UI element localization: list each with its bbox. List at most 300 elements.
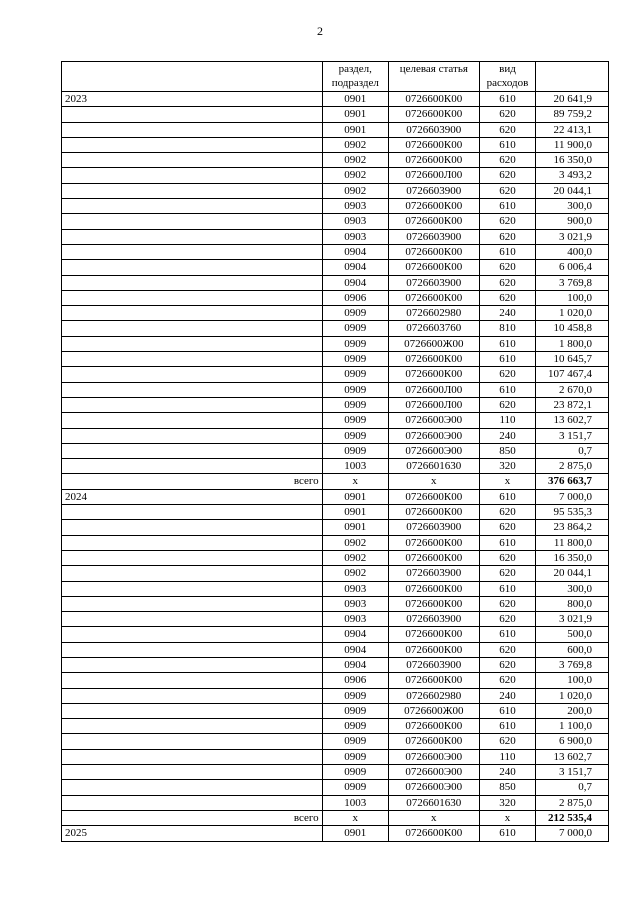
amount-cell: 3 769,8 — [536, 275, 609, 290]
expense-type-cell: 850 — [479, 443, 536, 458]
amount-cell: 100,0 — [536, 290, 609, 305]
amount-cell: 300,0 — [536, 199, 609, 214]
amount-cell: 1 100,0 — [536, 719, 609, 734]
amount-cell: 7 000,0 — [536, 826, 609, 841]
table-row — [62, 550, 609, 565]
amount-cell: 800,0 — [536, 596, 609, 611]
section-cell: 0909 — [322, 397, 388, 412]
year-cell — [62, 260, 323, 275]
amount-cell: 7 000,0 — [536, 489, 609, 504]
table-row — [62, 122, 609, 137]
section-cell: 0909 — [322, 780, 388, 795]
target-article-cell: 0726600К00 — [388, 719, 479, 734]
table-row — [62, 520, 609, 535]
year-cell — [62, 443, 323, 458]
table-row — [62, 397, 609, 412]
section-cell: 0902 — [322, 168, 388, 183]
table-row — [62, 183, 609, 198]
target-article-cell: 0726600К00 — [388, 673, 479, 688]
expense-type-cell: 620 — [479, 122, 536, 137]
target-article-cell: 0726600К00 — [388, 260, 479, 275]
table-row — [62, 703, 609, 718]
target-article-cell: 0726600К00 — [388, 92, 479, 107]
year-cell — [62, 229, 323, 244]
table-row — [62, 612, 609, 627]
section-cell: х — [322, 810, 388, 825]
year-cell — [62, 275, 323, 290]
section-cell: 1003 — [322, 795, 388, 810]
expense-type-cell: 110 — [479, 749, 536, 764]
expense-type-cell: 620 — [479, 229, 536, 244]
expense-type-cell: 620 — [479, 397, 536, 412]
target-article-cell: 0726600К00 — [388, 137, 479, 152]
section-cell: 0906 — [322, 290, 388, 305]
table-row — [62, 321, 609, 336]
section-cell: 0909 — [322, 428, 388, 443]
table-row — [62, 107, 609, 122]
amount-cell: 3 021,9 — [536, 229, 609, 244]
year-cell — [62, 765, 323, 780]
section-cell: 0906 — [322, 673, 388, 688]
section-cell: 0909 — [322, 321, 388, 336]
expense-type-cell: 610 — [479, 489, 536, 504]
total-row — [62, 474, 609, 489]
target-article-cell: 0726600К00 — [388, 581, 479, 596]
table-row — [62, 826, 609, 841]
year-cell — [62, 566, 323, 581]
page-number: 2 — [317, 24, 323, 38]
target-article-cell: 0726600К00 — [388, 290, 479, 305]
amount-cell: 107 467,4 — [536, 367, 609, 382]
target-article-cell: 0726603900 — [388, 566, 479, 581]
expense-type-cell: 610 — [479, 244, 536, 259]
table-body — [62, 92, 609, 842]
section-cell: 0909 — [322, 382, 388, 397]
section-cell: 0909 — [322, 703, 388, 718]
amount-cell: 10 645,7 — [536, 352, 609, 367]
amount-cell: 500,0 — [536, 627, 609, 642]
year-cell — [62, 290, 323, 305]
year-cell — [62, 749, 323, 764]
amount-cell: 900,0 — [536, 214, 609, 229]
year-cell — [62, 199, 323, 214]
target-article-cell: 0726600К00 — [388, 535, 479, 550]
amount-cell: 22 413,1 — [536, 122, 609, 137]
expense-type-cell: 620 — [479, 275, 536, 290]
table-row — [62, 214, 609, 229]
section-cell: 0902 — [322, 535, 388, 550]
year-cell — [62, 535, 323, 550]
target-article-cell: 0726603760 — [388, 321, 479, 336]
target-article-cell: 0726600Л00 — [388, 382, 479, 397]
year-cell — [62, 627, 323, 642]
amount-cell: 300,0 — [536, 581, 609, 596]
table-row — [62, 199, 609, 214]
table-row — [62, 413, 609, 428]
section-cell: 0909 — [322, 413, 388, 428]
amount-cell: 200,0 — [536, 703, 609, 718]
table-row — [62, 765, 609, 780]
table-row — [62, 719, 609, 734]
expense-type-cell: 620 — [479, 642, 536, 657]
amount-cell: 23 864,2 — [536, 520, 609, 535]
table-row — [62, 260, 609, 275]
amount-cell: 23 872,1 — [536, 397, 609, 412]
table-row — [62, 290, 609, 305]
section-cell: 0903 — [322, 612, 388, 627]
amount-cell: 3 769,8 — [536, 657, 609, 672]
amount-cell: 2 875,0 — [536, 795, 609, 810]
header-section: раздел, подраздел — [322, 62, 388, 92]
target-article-cell: 0726603900 — [388, 122, 479, 137]
year-cell — [62, 642, 323, 657]
expense-type-cell: 610 — [479, 703, 536, 718]
table-row — [62, 795, 609, 810]
expense-type-cell: 240 — [479, 765, 536, 780]
expense-type-cell: 620 — [479, 566, 536, 581]
table-row — [62, 535, 609, 550]
target-article-cell: 0726603900 — [388, 275, 479, 290]
target-article-cell: 0726600Э00 — [388, 765, 479, 780]
table-row — [62, 443, 609, 458]
target-article-cell: 0726602980 — [388, 688, 479, 703]
expense-type-cell: 110 — [479, 413, 536, 428]
section-cell: 0909 — [322, 734, 388, 749]
section-cell: 0909 — [322, 765, 388, 780]
table-row — [62, 153, 609, 168]
amount-cell: 1 020,0 — [536, 688, 609, 703]
expense-type-cell: 810 — [479, 321, 536, 336]
target-article-cell: 0726603900 — [388, 520, 479, 535]
target-article-cell: 0726603900 — [388, 612, 479, 627]
table-row — [62, 566, 609, 581]
table-row — [62, 306, 609, 321]
expense-type-cell: 240 — [479, 688, 536, 703]
section-cell: 0903 — [322, 214, 388, 229]
expense-type-cell: 620 — [479, 214, 536, 229]
expense-type-cell: 610 — [479, 627, 536, 642]
section-cell: 0903 — [322, 581, 388, 596]
amount-cell: 3 493,2 — [536, 168, 609, 183]
expense-type-cell: 320 — [479, 795, 536, 810]
section-cell: 0903 — [322, 199, 388, 214]
section-cell: 0909 — [322, 352, 388, 367]
expense-type-cell: 610 — [479, 199, 536, 214]
table-row — [62, 734, 609, 749]
year-cell — [62, 137, 323, 152]
table-row — [62, 780, 609, 795]
target-article-cell: 0726600К00 — [388, 550, 479, 565]
target-article-cell: 0726600К00 — [388, 734, 479, 749]
amount-cell: 3 021,9 — [536, 612, 609, 627]
expense-type-cell: 610 — [479, 535, 536, 550]
section-cell: 0909 — [322, 719, 388, 734]
target-article-cell: 0726603900 — [388, 657, 479, 672]
year-cell — [62, 107, 323, 122]
year-cell — [62, 550, 323, 565]
year-cell — [62, 734, 323, 749]
header-expense-type: вид расходов — [479, 62, 536, 92]
amount-cell: 10 458,8 — [536, 321, 609, 336]
year-cell — [62, 657, 323, 672]
year-cell — [62, 581, 323, 596]
target-article-cell: 0726600К00 — [388, 244, 479, 259]
section-cell: 0904 — [322, 642, 388, 657]
year-cell — [62, 336, 323, 351]
target-article-cell: 0726600К00 — [388, 352, 479, 367]
year-cell — [62, 780, 323, 795]
year-cell: 2023 — [62, 92, 323, 107]
year-cell — [62, 168, 323, 183]
section-cell: 0901 — [322, 92, 388, 107]
target-article-cell: 0726600К00 — [388, 505, 479, 520]
expense-type-cell: х — [479, 474, 536, 489]
year-cell — [62, 122, 323, 137]
target-article-cell: 0726600Э00 — [388, 428, 479, 443]
target-article-cell: 0726600Э00 — [388, 749, 479, 764]
year-cell: 2024 — [62, 489, 323, 504]
amount-cell: 3 151,7 — [536, 428, 609, 443]
amount-cell: 13 602,7 — [536, 413, 609, 428]
expense-type-cell: 620 — [479, 673, 536, 688]
amount-cell: 1 020,0 — [536, 306, 609, 321]
expense-type-cell: 610 — [479, 826, 536, 841]
table-row — [62, 428, 609, 443]
amount-cell: 212 535,4 — [536, 810, 609, 825]
table-row — [62, 581, 609, 596]
expense-type-cell: 610 — [479, 382, 536, 397]
year-cell — [62, 795, 323, 810]
year-cell — [62, 673, 323, 688]
expense-type-cell: 620 — [479, 183, 536, 198]
section-cell: 0901 — [322, 122, 388, 137]
year-cell — [62, 321, 323, 336]
expense-type-cell: 620 — [479, 612, 536, 627]
target-article-cell: 0726600К00 — [388, 642, 479, 657]
expense-type-cell: 620 — [479, 505, 536, 520]
table-row — [62, 275, 609, 290]
table-row — [62, 688, 609, 703]
section-cell: 0902 — [322, 550, 388, 565]
expense-type-cell: 620 — [479, 168, 536, 183]
section-cell: 0909 — [322, 749, 388, 764]
expense-type-cell: 610 — [479, 719, 536, 734]
target-article-cell: 0726601630 — [388, 459, 479, 474]
table-row — [62, 367, 609, 382]
target-article-cell: 0726603900 — [388, 229, 479, 244]
expense-type-cell: 610 — [479, 92, 536, 107]
section-cell: 0909 — [322, 306, 388, 321]
section-cell: 0904 — [322, 244, 388, 259]
section-cell: 0901 — [322, 489, 388, 504]
expense-type-cell: 620 — [479, 290, 536, 305]
section-cell: 0904 — [322, 627, 388, 642]
section-cell: 0904 — [322, 260, 388, 275]
budget-table — [61, 61, 609, 842]
amount-cell: 11 900,0 — [536, 137, 609, 152]
target-article-cell: 0726600К00 — [388, 199, 479, 214]
section-cell: 0904 — [322, 275, 388, 290]
target-article-cell: 0726600К00 — [388, 627, 479, 642]
target-article-cell: 0726602980 — [388, 306, 479, 321]
year-cell — [62, 306, 323, 321]
section-cell: 0901 — [322, 505, 388, 520]
table-row — [62, 382, 609, 397]
expense-type-cell: 620 — [479, 596, 536, 611]
year-cell — [62, 505, 323, 520]
amount-cell: 3 151,7 — [536, 765, 609, 780]
section-cell: 0901 — [322, 520, 388, 535]
year-cell — [62, 397, 323, 412]
table-row — [62, 459, 609, 474]
target-article-cell: 0726600К00 — [388, 826, 479, 841]
year-cell — [62, 596, 323, 611]
year-cell — [62, 703, 323, 718]
amount-cell: 100,0 — [536, 673, 609, 688]
amount-cell: 6 006,4 — [536, 260, 609, 275]
section-cell: 1003 — [322, 459, 388, 474]
section-cell: х — [322, 474, 388, 489]
table-row — [62, 673, 609, 688]
target-article-cell: 0726600К00 — [388, 367, 479, 382]
year-cell — [62, 428, 323, 443]
section-cell: 0902 — [322, 183, 388, 198]
table-row — [62, 642, 609, 657]
amount-cell: 20 044,1 — [536, 566, 609, 581]
table-row — [62, 749, 609, 764]
target-article-cell: 0726600Э00 — [388, 780, 479, 795]
amount-cell: 400,0 — [536, 244, 609, 259]
section-cell: 0909 — [322, 688, 388, 703]
section-cell: 0903 — [322, 596, 388, 611]
amount-cell: 16 350,0 — [536, 550, 609, 565]
section-cell: 0909 — [322, 443, 388, 458]
section-cell: 0909 — [322, 367, 388, 382]
target-article-cell: 0726600Ж00 — [388, 336, 479, 351]
target-article-cell: 0726601630 — [388, 795, 479, 810]
expense-type-cell: 610 — [479, 137, 536, 152]
expense-type-cell: 620 — [479, 657, 536, 672]
section-cell: 0902 — [322, 153, 388, 168]
year-cell — [62, 688, 323, 703]
amount-cell: 13 602,7 — [536, 749, 609, 764]
table-row — [62, 137, 609, 152]
year-cell — [62, 183, 323, 198]
year-cell — [62, 382, 323, 397]
year-cell — [62, 413, 323, 428]
expense-type-cell: 610 — [479, 336, 536, 351]
table-row — [62, 92, 609, 107]
target-article-cell: 0726603900 — [388, 183, 479, 198]
target-article-cell: 0726600Л00 — [388, 397, 479, 412]
table-row — [62, 168, 609, 183]
expense-type-cell: 620 — [479, 520, 536, 535]
target-article-cell: 0726600Л00 — [388, 168, 479, 183]
table-row — [62, 244, 609, 259]
year-cell — [62, 367, 323, 382]
expense-type-cell: 850 — [479, 780, 536, 795]
table-row — [62, 352, 609, 367]
table-row — [62, 627, 609, 642]
target-article-cell: 0726600К00 — [388, 489, 479, 504]
expense-type-cell: 620 — [479, 367, 536, 382]
table-row — [62, 336, 609, 351]
expense-type-cell: 610 — [479, 352, 536, 367]
total-row — [62, 810, 609, 825]
section-cell: 0902 — [322, 137, 388, 152]
amount-cell: 0,7 — [536, 443, 609, 458]
table-row — [62, 657, 609, 672]
amount-cell: 89 759,2 — [536, 107, 609, 122]
header-target-article: целевая статья — [388, 62, 479, 92]
expense-type-cell: 320 — [479, 459, 536, 474]
year-cell — [62, 520, 323, 535]
amount-cell: 6 900,0 — [536, 734, 609, 749]
amount-cell: 2 670,0 — [536, 382, 609, 397]
year-cell: всего — [62, 474, 323, 489]
amount-cell: 95 535,3 — [536, 505, 609, 520]
target-article-cell: 0726600Э00 — [388, 443, 479, 458]
target-article-cell: 0726600К00 — [388, 214, 479, 229]
expense-type-cell: 610 — [479, 581, 536, 596]
amount-cell: 11 800,0 — [536, 535, 609, 550]
table-header-row — [62, 62, 609, 92]
expense-type-cell: 620 — [479, 550, 536, 565]
amount-cell: 376 663,7 — [536, 474, 609, 489]
expense-type-cell: 620 — [479, 734, 536, 749]
header-amount — [536, 62, 609, 92]
target-article-cell: 0726600К00 — [388, 153, 479, 168]
section-cell: 0903 — [322, 229, 388, 244]
expense-type-cell: 240 — [479, 428, 536, 443]
amount-cell: 600,0 — [536, 642, 609, 657]
expense-type-cell: 240 — [479, 306, 536, 321]
year-cell — [62, 719, 323, 734]
year-cell — [62, 612, 323, 627]
target-article-cell: 0726600Э00 — [388, 413, 479, 428]
target-article-cell: х — [388, 810, 479, 825]
amount-cell: 1 800,0 — [536, 336, 609, 351]
section-cell: 0901 — [322, 826, 388, 841]
expense-type-cell: 620 — [479, 260, 536, 275]
table-row — [62, 596, 609, 611]
amount-cell: 2 875,0 — [536, 459, 609, 474]
year-cell — [62, 153, 323, 168]
section-cell: 0901 — [322, 107, 388, 122]
section-cell: 0902 — [322, 566, 388, 581]
target-article-cell: х — [388, 474, 479, 489]
target-article-cell: 0726600К00 — [388, 107, 479, 122]
year-cell — [62, 459, 323, 474]
table-row — [62, 505, 609, 520]
expense-type-cell: 620 — [479, 153, 536, 168]
section-cell: 0904 — [322, 657, 388, 672]
year-cell — [62, 214, 323, 229]
header-year — [62, 62, 323, 92]
target-article-cell: 0726600К00 — [388, 596, 479, 611]
amount-cell: 20 044,1 — [536, 183, 609, 198]
target-article-cell: 0726600Ж00 — [388, 703, 479, 718]
table-row — [62, 489, 609, 504]
expense-type-cell: х — [479, 810, 536, 825]
section-cell: 0909 — [322, 336, 388, 351]
year-cell: всего — [62, 810, 323, 825]
year-cell: 2025 — [62, 826, 323, 841]
amount-cell: 20 641,9 — [536, 92, 609, 107]
year-cell — [62, 352, 323, 367]
amount-cell: 0,7 — [536, 780, 609, 795]
table-row — [62, 229, 609, 244]
